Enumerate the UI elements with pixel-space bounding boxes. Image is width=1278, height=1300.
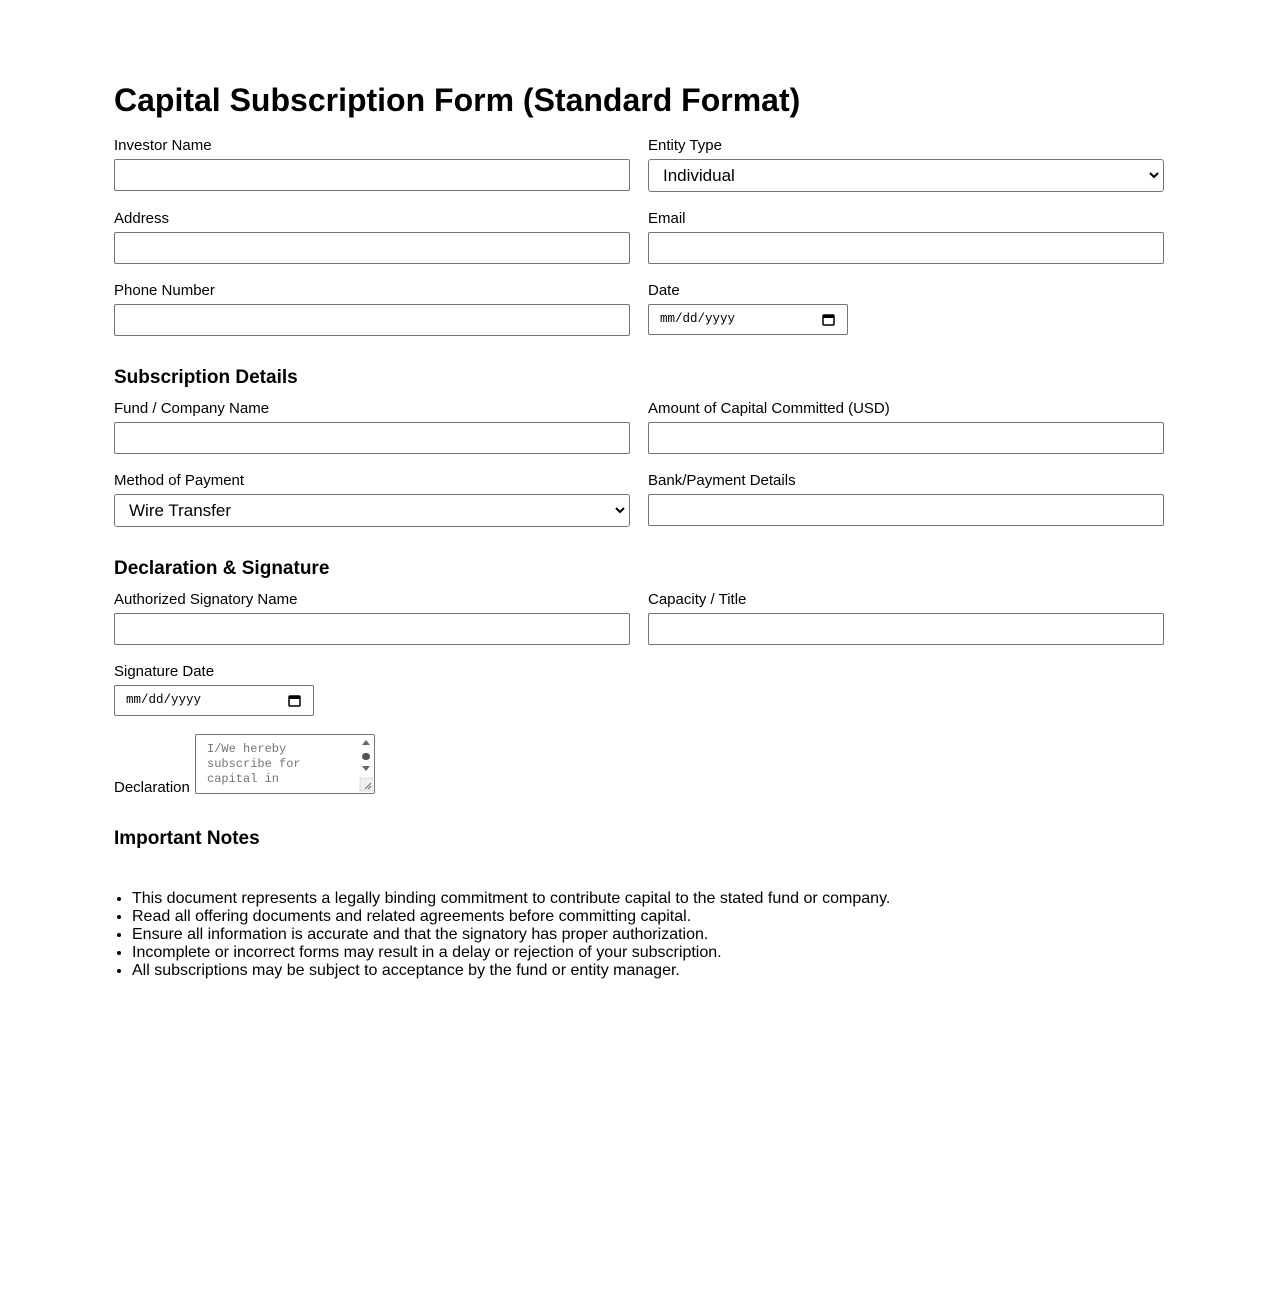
declaration-label: Declaration xyxy=(114,779,190,796)
scroll-up-icon xyxy=(362,740,370,745)
date-input[interactable] xyxy=(648,304,848,335)
bank-details-label: Bank/Payment Details xyxy=(648,472,796,489)
address-label: Address xyxy=(114,210,170,227)
chevron-down-icon xyxy=(1149,170,1159,180)
scrollbar[interactable] xyxy=(359,736,373,792)
entity-type-label: Entity Type xyxy=(648,137,722,154)
signatory-name-label: Authorized Signatory Name xyxy=(114,591,298,608)
phone-field[interactable] xyxy=(114,304,630,336)
list-item: • Read all offering documents and related agreements before committing capital. xyxy=(132,908,890,926)
calendar-icon[interactable] xyxy=(288,694,301,707)
chevron-down-icon xyxy=(615,505,625,515)
subscription-details-heading: Subscription Details xyxy=(114,367,298,388)
fund-name-input[interactable] xyxy=(115,423,629,453)
email-label: Email xyxy=(648,210,686,227)
fund-name-field[interactable] xyxy=(114,422,630,454)
entity-type-select[interactable] xyxy=(648,159,1164,192)
signature-date-input[interactable] xyxy=(114,685,314,716)
amount-label: Amount of Capital Committed (USD) xyxy=(648,400,890,417)
entity-type-selected-value: Individual xyxy=(663,166,735,185)
investor-name-input[interactable] xyxy=(115,160,629,190)
list-item: • All subscriptions may be subject to acceptance by the fund or entity manager. xyxy=(132,962,890,980)
scroll-down-icon xyxy=(362,766,370,771)
capacity-title-label: Capacity / Title xyxy=(648,591,747,608)
address-field[interactable] xyxy=(114,232,630,264)
list-item: • Ensure all information is accurate and that the signatory has proper authorization. xyxy=(132,926,890,944)
capacity-title-field[interactable] xyxy=(648,613,1164,645)
payment-method-selected-value: Wire Transfer xyxy=(129,501,232,520)
declaration-placeholder: I/We hereby subscribe for capital in xyxy=(207,742,301,786)
signature-date-label: Signature Date xyxy=(114,663,215,680)
investor-name-field[interactable] xyxy=(114,159,630,191)
date-label: Date xyxy=(648,282,680,299)
scroll-thumb xyxy=(362,753,370,760)
bank-details-field[interactable] xyxy=(648,494,1164,526)
date-placeholder: mm/dd/yyyy xyxy=(660,312,736,326)
list-item: • This document represents a legally binding commitment to contribute capital to the stated fund or company. xyxy=(132,890,890,908)
payment-method-select[interactable] xyxy=(114,494,630,527)
calendar-icon[interactable] xyxy=(822,313,835,326)
address-input[interactable] xyxy=(115,233,629,263)
bank-details-input[interactable] xyxy=(649,495,1163,525)
investor-name-label: Investor Name xyxy=(114,137,212,154)
page-title: Capital Subscription Form (Standard Format) xyxy=(114,82,801,118)
notes-list xyxy=(114,890,890,980)
payment-method-label: Method of Payment xyxy=(114,472,245,489)
declaration-heading: Declaration & Signature xyxy=(114,558,330,579)
signatory-name-field[interactable] xyxy=(114,613,630,645)
amount-input[interactable] xyxy=(649,423,1163,453)
fund-name-label: Fund / Company Name xyxy=(114,400,270,417)
declaration-textarea[interactable] xyxy=(195,734,375,794)
email-field[interactable] xyxy=(648,232,1164,264)
important-notes-heading: Important Notes xyxy=(114,828,260,849)
phone-label: Phone Number xyxy=(114,282,215,299)
amount-field[interactable] xyxy=(648,422,1164,454)
signature-date-placeholder: mm/dd/yyyy xyxy=(126,693,202,707)
phone-input[interactable] xyxy=(115,305,629,335)
capacity-title-input[interactable] xyxy=(649,614,1163,644)
email-input[interactable] xyxy=(649,233,1163,263)
signatory-name-input[interactable] xyxy=(115,614,629,644)
list-item: • Incomplete or incorrect forms may result in a delay or rejection of your subscription. xyxy=(132,944,890,962)
